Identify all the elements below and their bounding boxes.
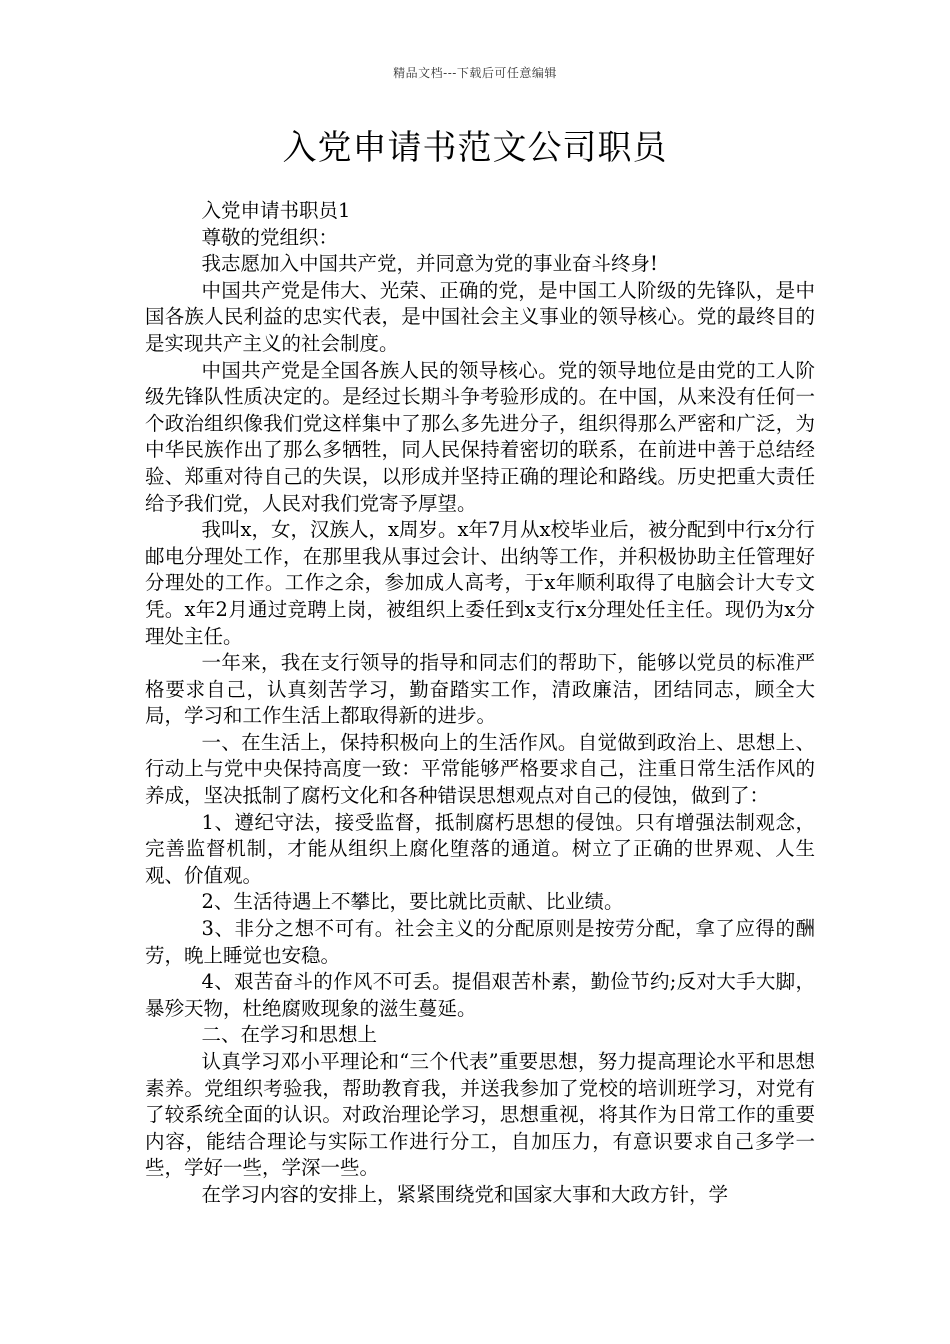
header-note: 精品文档---下载后可任意编辑 — [393, 66, 557, 80]
paragraph: 我志愿加入中国共产党，并同意为党的事业奋斗终身! — [201, 252, 658, 276]
paragraph: 尊敬的党组织： — [201, 225, 339, 249]
paragraph: 入党申请书职员1 — [201, 199, 351, 222]
paragraph: 认真学习邓小平理论和“三个代表”重要思想，努力提高理论水平和思想素养。党组织考验我，帮助教育我，并送我参加了党校的培训班学习，对党有了较系统全面的认识。对政治理论学习，思想重视，将其作为日常工作的重要内容，能结合理论与实际工作进行分工，自加压力，有意识要求自己多学一些，学好一些，学深一些。 — [145, 1050, 815, 1180]
document-title: 入党申请书范文公司职员 — [282, 128, 668, 168]
paragraph: 中国共产党是全国各族人民的领导核心。党的领导地位是由党的工人阶级先锋队性质决定的。是经过长期斗争考验形成的。在中国，从来没有任何一个政治组织像我们党这样集中了那么多先进分子，组织得那么严密和广泛，为中华民族作出了那么多牺牲，同人民保持着密切的联系，在前进中善于总结经验、郑重对待自己的失误，以形成并坚持正确的理论和路线。历史把重大责任给予我们党，人民对我们党寄予厚望。 — [145, 358, 815, 515]
paragraph: 4、艰苦奋斗的作风不可丢。提倡艰苦朴素，勤俭节约;反对大手大脚，暴殄天物，杜绝腐败现象的滋生蔓延。 — [145, 970, 815, 1020]
paragraph: 3、非分之想不可有。社会主义的分配原则是按劳分配，拿了应得的酬劳，晚上睡觉也安稳。 — [145, 917, 815, 967]
paragraph: 中国共产党是伟大、光荣、正确的党，是中国工人阶级的先锋队，是中国各族人民利益的忠实代表，是中国社会主义事业的领导核心。党的最终目的是实现共产主义的社会制度。 — [145, 278, 815, 355]
paragraph: 1、遵纪守法，接受监督，抵制腐朽思想的侵蚀。只有增强法制观念，完善监督机制，才能从组织上腐化堕落的通道。树立了正确的世界观、人生观、价值观。 — [145, 810, 815, 887]
paragraph: 在学习内容的安排上，紧紧围绕党和国家大事和大政方针，学 — [201, 1182, 729, 1206]
document-body — [145, 198, 815, 1209]
paragraph: 一、在生活上，保持积极向上的生活作风。自觉做到政治上、思想上、行动上与党中央保持高度一致：平常能够严格要求自己，注重日常生活作风的养成，坚决抵制了腐朽文化和各种错误思想观点对自己的侵蚀，做到了： — [145, 730, 815, 808]
paragraph: 一年来，我在支行领导的指导和同志们的帮助下，能够以党员的标准严格要求自己，认真刻苦学习，勤奋踏实工作，清政廉洁，团结同志，顾全大局，学习和工作生活上都取得新的进步。 — [145, 651, 815, 728]
paragraph: 二、在学习和思想上 — [201, 1023, 378, 1047]
paragraph: 2、生活待遇上不攀比，要比就比贡献、比业绩。 — [201, 890, 624, 914]
paragraph: 我叫x，女，汉族人，x周岁。x年7月从x校毕业后，被分配到中行x分行邮电分理处工作，在那里我从事过会计、出纳等工作，并积极协助主任管理好分理处的工作。工作之余，参加成人高考，于x年顺利取得了电脑会计大专文凭。x年2月通过竞聘上岗，被组织上委任到x支行x分理处任主任。现仍为x分理处主任。 — [145, 518, 815, 648]
